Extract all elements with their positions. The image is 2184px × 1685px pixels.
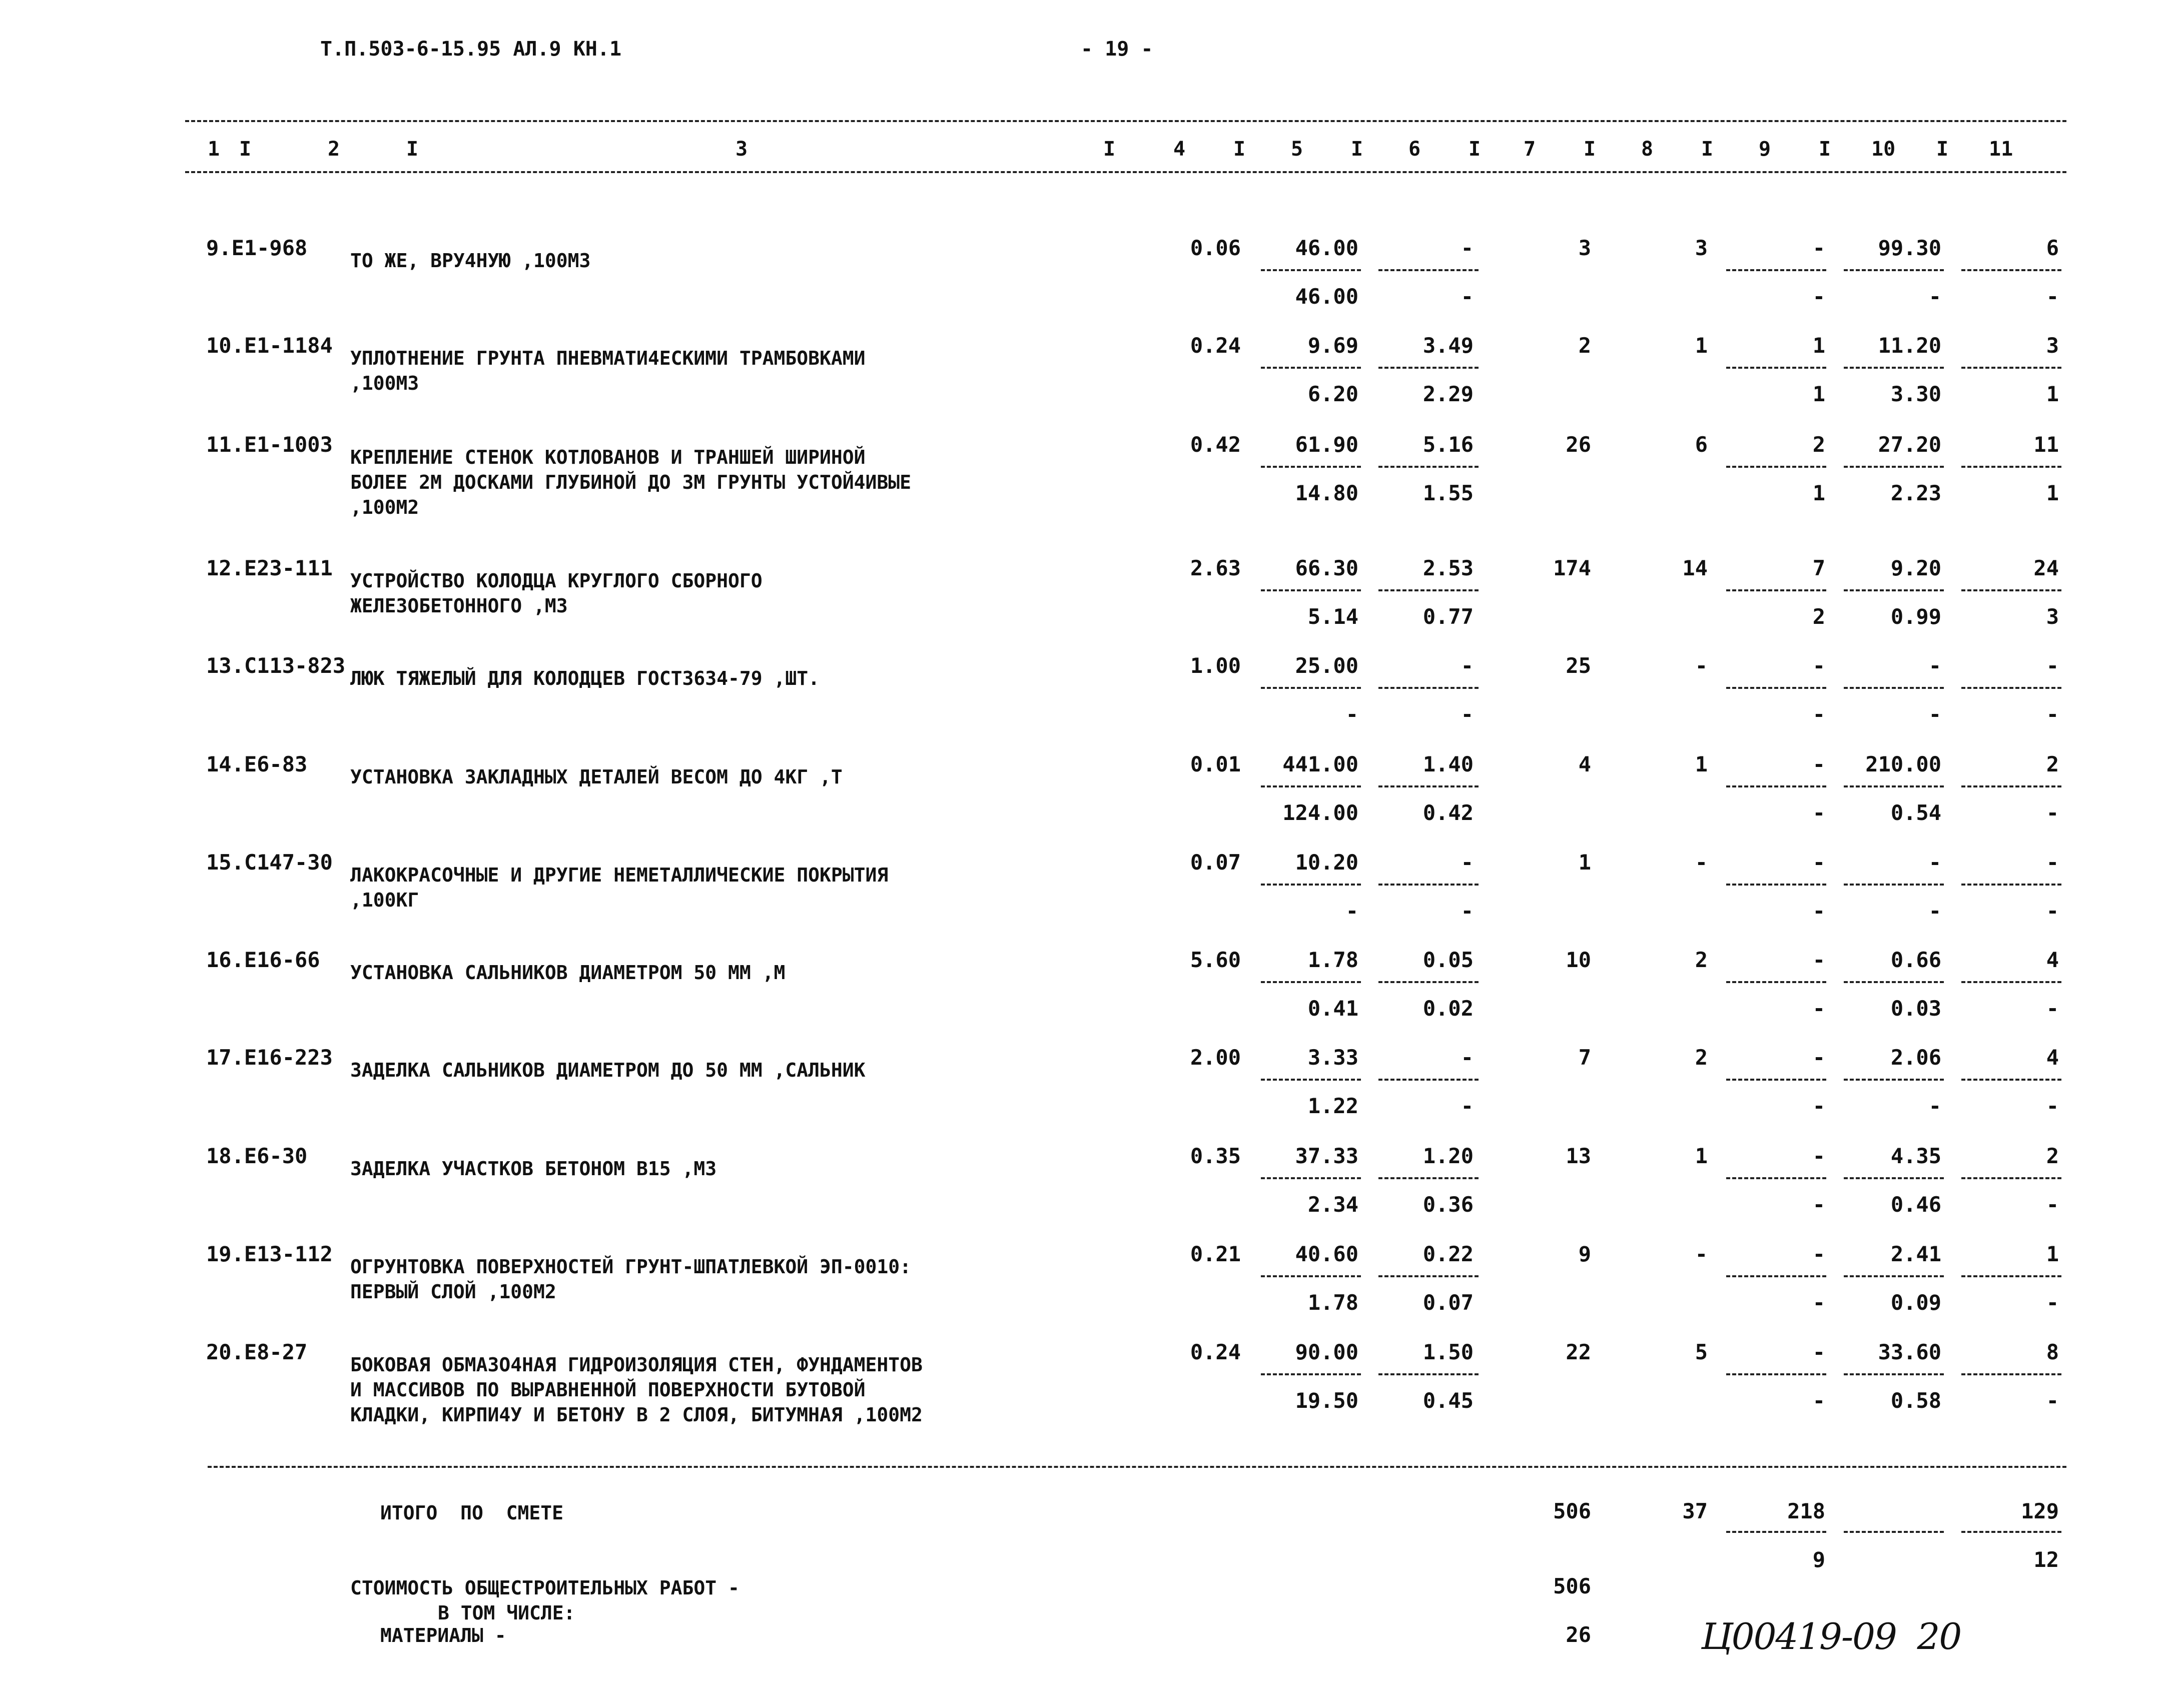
fraction-line [1726, 589, 1826, 591]
row-c6-lower: - [1461, 899, 1474, 923]
row-c11: 4 [2046, 1045, 2059, 1070]
totals-c7: 506 [1553, 1499, 1591, 1523]
row-c11-lower: - [2046, 702, 2059, 726]
row-description: ,100М3 [350, 372, 419, 394]
row-c5-lower: - [1345, 899, 1358, 923]
row-description: И МАССИВОВ ПО ВЫРАВНЕННОЙ ПОВЕРХНОСТИ БУТОВОЙ [350, 1379, 866, 1401]
row-description: ПЕРВЫЙ СЛОЙ ,100М2 [350, 1281, 556, 1303]
row-c9-lower: - [1812, 1094, 1825, 1118]
row-c8: - [1695, 1242, 1708, 1266]
fraction-line [1261, 1275, 1361, 1277]
fraction-line [1261, 785, 1361, 787]
row-c11-lower: 1 [2046, 382, 2059, 406]
row-c4: 0.24 [1190, 1340, 1241, 1364]
row-code: 17.Е16-223 [206, 1045, 333, 1070]
fraction-line [1961, 1177, 2061, 1179]
row-c5: 3.33 [1307, 1045, 1358, 1070]
row-c10: - [1928, 653, 1941, 678]
row-c4: 0.35 [1190, 1144, 1241, 1168]
row-code: 20.Е8-27 [206, 1340, 308, 1364]
row-c8: 2 [1695, 1045, 1708, 1070]
row-code: 10.Е1-1184 [206, 333, 333, 358]
row-c11: 1 [2046, 1242, 2059, 1266]
row-c4: 2.63 [1190, 556, 1241, 580]
fraction-line [1261, 687, 1361, 689]
row-c8: - [1695, 850, 1708, 875]
row-c9: - [1812, 948, 1825, 972]
row-c7: 2 [1578, 333, 1591, 358]
fraction-line [1961, 269, 2061, 271]
column-header-9: 9 [1759, 138, 1771, 161]
row-c10: 210.00 [1865, 752, 1941, 776]
row-c8: 6 [1695, 432, 1708, 457]
row-c9: 7 [1812, 556, 1825, 580]
totals-c11-lower: 12 [2033, 1547, 2059, 1572]
row-code: 12.Е23-111 [206, 556, 333, 580]
fraction-line [1961, 1079, 2061, 1081]
row-c9: - [1812, 653, 1825, 678]
row-c7: 26 [1566, 432, 1591, 457]
fraction-line [1961, 981, 2061, 983]
row-c8: 2 [1695, 948, 1708, 972]
column-separator: I [406, 138, 419, 161]
row-c6: - [1461, 850, 1474, 875]
row-description: УСТАНОВКА ЗАКЛАДНЫХ ДЕТАЛЕЙ ВЕСОМ ДО 4КГ ,Т [350, 766, 843, 788]
totals-fraction-line [1726, 1531, 1826, 1533]
fraction-line [1844, 1275, 1944, 1277]
row-description: ЛЮК ТЯЖЕЛЫЙ ДЛЯ КОЛОДЦЕВ ГОСТ3634-79 ,ШТ. [350, 667, 820, 689]
fraction-line [1726, 1275, 1826, 1277]
fraction-line [1726, 1079, 1826, 1081]
row-c7: 3 [1578, 236, 1591, 260]
fraction-line [1378, 785, 1479, 787]
column-separator: I [1103, 138, 1116, 161]
row-c10: 2.41 [1890, 1242, 1941, 1266]
fraction-line [1844, 367, 1944, 369]
row-c5-lower: 1.22 [1307, 1094, 1358, 1118]
row-c8: - [1695, 653, 1708, 678]
column-header-3: 3 [736, 138, 748, 161]
row-code: 15.С147-30 [206, 850, 333, 875]
materials-label: МАТЕРИАЛЫ - [380, 1624, 506, 1646]
row-c5: 25.00 [1295, 653, 1358, 678]
row-c10: 99.30 [1878, 236, 1941, 260]
row-c5: 1.78 [1307, 948, 1358, 972]
row-c9-lower: - [1812, 1192, 1825, 1217]
totals-rule [208, 1466, 2066, 1468]
row-c9: - [1812, 1242, 1825, 1266]
column-header-1: 1 [208, 138, 220, 161]
row-c10: 0.66 [1890, 948, 1941, 972]
row-code: 14.Е6-83 [206, 752, 308, 776]
column-separator: I [1701, 138, 1714, 161]
row-c5: 9.69 [1307, 333, 1358, 358]
fraction-line [1844, 981, 1944, 983]
column-separator: I [1351, 138, 1363, 161]
fraction-line [1961, 687, 2061, 689]
row-c6-lower: - [1461, 1094, 1474, 1118]
row-c6-lower: 0.77 [1422, 604, 1474, 629]
row-c5-lower: - [1345, 702, 1358, 726]
fraction-line [1961, 1373, 2061, 1375]
totals-fraction-line [1844, 1531, 1944, 1533]
row-c11: 3 [2046, 333, 2059, 358]
including-label: В ТОМ ЧИСЛЕ: [438, 1602, 575, 1624]
row-c5: 40.60 [1295, 1242, 1358, 1266]
fraction-line [1378, 1177, 1479, 1179]
row-c8: 1 [1695, 333, 1708, 358]
handwritten-stamp: Ц00419-09 20 [1701, 1615, 1961, 1657]
row-description: БОЛЕЕ 2М ДОСКАМИ ГЛУБИНОЙ ДО 3М ГРУНТЫ УСТОЙ4ИВЫЕ [350, 471, 912, 493]
row-c6-lower: 0.42 [1422, 800, 1474, 825]
row-c11-lower: 3 [2046, 604, 2059, 629]
column-separator: I [239, 138, 252, 161]
row-c7: 7 [1578, 1045, 1591, 1070]
fraction-line [1961, 589, 2061, 591]
row-c7: 4 [1578, 752, 1591, 776]
fraction-line [1378, 1373, 1479, 1375]
row-c10-lower: - [1928, 899, 1941, 923]
row-c6: - [1461, 1045, 1474, 1070]
row-c10-lower: 0.99 [1890, 604, 1941, 629]
row-c11-lower: - [2046, 996, 2059, 1021]
row-c11: 2 [2046, 752, 2059, 776]
fraction-line [1961, 367, 2061, 369]
totals-label: ИТОГО ПО СМЕТЕ [380, 1502, 564, 1524]
row-c10-lower: - [1928, 1094, 1941, 1118]
fraction-line [1726, 884, 1826, 886]
row-c4: 0.24 [1190, 333, 1241, 358]
fraction-line [1844, 269, 1944, 271]
column-separator: I [1584, 138, 1596, 161]
row-c11-lower: - [2046, 284, 2059, 309]
fraction-line [1726, 269, 1826, 271]
row-c7: 1 [1578, 850, 1591, 875]
row-c10: 11.20 [1878, 333, 1941, 358]
row-c4: 0.07 [1190, 850, 1241, 875]
row-c6-lower: - [1461, 284, 1474, 309]
row-c10-lower: 2.23 [1890, 481, 1941, 505]
row-c5: 37.33 [1295, 1144, 1358, 1168]
header-rule-bottom [185, 171, 2066, 173]
row-c5: 61.90 [1295, 432, 1358, 457]
row-c4: 0.21 [1190, 1242, 1241, 1266]
row-description: ,100М2 [350, 496, 419, 518]
materials-value: 26 [1566, 1622, 1591, 1647]
row-code: 11.Е1-1003 [206, 432, 333, 457]
row-c6: 3.49 [1422, 333, 1474, 358]
row-c5-lower: 2.34 [1307, 1192, 1358, 1217]
row-c11-lower: - [2046, 1094, 2059, 1118]
fraction-line [1261, 589, 1361, 591]
row-c10: 9.20 [1890, 556, 1941, 580]
fraction-line [1261, 884, 1361, 886]
row-c4: 0.42 [1190, 432, 1241, 457]
document-code: Т.П.503-6-15.95 АЛ.9 КН.1 [320, 38, 622, 61]
row-c9: - [1812, 850, 1825, 875]
row-description: ЖЕЛЕЗОБЕТОННОГО ,М3 [350, 595, 568, 617]
row-c9: - [1812, 1340, 1825, 1364]
fraction-line [1726, 367, 1826, 369]
row-code: 19.Е13-112 [206, 1242, 333, 1266]
row-c4: 0.01 [1190, 752, 1241, 776]
row-c5-lower: 6.20 [1307, 382, 1358, 406]
row-c5-lower: 124.00 [1282, 800, 1358, 825]
row-code: 13.С113-823 [206, 653, 346, 678]
fraction-line [1726, 687, 1826, 689]
row-description: ЛАКОКРАСОЧНЫЕ И ДРУГИЕ НЕМЕТАЛЛИЧЕСКИЕ ПОКРЫТИЯ [350, 864, 889, 886]
row-c10-lower: 0.03 [1890, 996, 1941, 1021]
row-description: УСТАНОВКА САЛЬНИКОВ ДИАМЕТРОМ 50 ММ ,М [350, 962, 786, 984]
row-c11-lower: - [2046, 800, 2059, 825]
fraction-line [1378, 1079, 1479, 1081]
row-c11-lower: - [2046, 1388, 2059, 1413]
row-c6-lower: 0.07 [1422, 1290, 1474, 1315]
row-c4: 1.00 [1190, 653, 1241, 678]
row-c9: - [1812, 236, 1825, 260]
row-c5-lower: 46.00 [1295, 284, 1358, 309]
fraction-line [1726, 785, 1826, 787]
fraction-line [1261, 981, 1361, 983]
row-c6-lower: 2.29 [1422, 382, 1474, 406]
row-c8: 3 [1695, 236, 1708, 260]
row-c5: 66.30 [1295, 556, 1358, 580]
fraction-line [1261, 269, 1361, 271]
row-code: 9.Е1-968 [206, 236, 308, 260]
fraction-line [1261, 1177, 1361, 1179]
row-c9-lower: 1 [1812, 481, 1825, 505]
row-c11: 2 [2046, 1144, 2059, 1168]
fraction-line [1261, 1373, 1361, 1375]
fraction-line [1844, 1177, 1944, 1179]
row-code: 18.Е6-30 [206, 1144, 308, 1168]
row-c7: 13 [1566, 1144, 1591, 1168]
row-description: ТО ЖЕ, ВРУ4НУЮ ,100М3 [350, 250, 591, 272]
fraction-line [1378, 884, 1479, 886]
row-c6: - [1461, 653, 1474, 678]
fraction-line [1378, 269, 1479, 271]
fraction-line [1844, 466, 1944, 468]
fraction-line [1726, 466, 1826, 468]
fraction-line [1261, 367, 1361, 369]
row-c6: 0.05 [1422, 948, 1474, 972]
fraction-line [1378, 981, 1479, 983]
row-c10: 33.60 [1878, 1340, 1941, 1364]
row-c5-lower: 5.14 [1307, 604, 1358, 629]
row-c10: 4.35 [1890, 1144, 1941, 1168]
row-c7: 174 [1553, 556, 1591, 580]
row-c6-lower: 0.45 [1422, 1388, 1474, 1413]
row-c10-lower: 0.58 [1890, 1388, 1941, 1413]
row-c6-lower: 0.02 [1422, 996, 1474, 1021]
row-c9-lower: - [1812, 284, 1825, 309]
fraction-line [1961, 785, 2061, 787]
fraction-line [1726, 981, 1826, 983]
row-c11: 24 [2033, 556, 2059, 580]
fraction-line [1726, 1373, 1826, 1375]
row-c6: 1.40 [1422, 752, 1474, 776]
row-c6-lower: - [1461, 702, 1474, 726]
fraction-line [1378, 1275, 1479, 1277]
row-c9-lower: 1 [1812, 382, 1825, 406]
page-number: - 19 - [1081, 38, 1153, 61]
row-c11-lower: 1 [2046, 481, 2059, 505]
row-c4: 0.06 [1190, 236, 1241, 260]
row-c9-lower: - [1812, 996, 1825, 1021]
row-c6: 2.53 [1422, 556, 1474, 580]
row-c11: 8 [2046, 1340, 2059, 1364]
row-c11: 11 [2033, 432, 2059, 457]
row-c6: 5.16 [1422, 432, 1474, 457]
column-header-2: 2 [328, 138, 340, 161]
row-c9: - [1812, 1144, 1825, 1168]
fraction-line [1261, 1079, 1361, 1081]
row-c5: 46.00 [1295, 236, 1358, 260]
totals-fraction-line [1961, 1531, 2061, 1533]
cost-value: 506 [1553, 1574, 1591, 1598]
row-c5: 90.00 [1295, 1340, 1358, 1364]
row-c9-lower: - [1812, 800, 1825, 825]
fraction-line [1726, 1177, 1826, 1179]
row-c10-lower: - [1928, 702, 1941, 726]
row-c6: 0.22 [1422, 1242, 1474, 1266]
row-c11: - [2046, 653, 2059, 678]
row-c9-lower: - [1812, 1388, 1825, 1413]
row-c11: - [2046, 850, 2059, 875]
fraction-line [1844, 785, 1944, 787]
row-c6: 1.20 [1422, 1144, 1474, 1168]
row-c6-lower: 1.55 [1422, 481, 1474, 505]
fraction-line [1961, 1275, 2061, 1277]
row-c5-lower: 19.50 [1295, 1388, 1358, 1413]
row-c9: - [1812, 1045, 1825, 1070]
header-rule-top [185, 120, 2066, 122]
row-c4: 5.60 [1190, 948, 1241, 972]
row-description: КРЕПЛЕНИЕ СТЕНОК КОТЛОВАНОВ И ТРАНШЕЙ ШИРИНОЙ [350, 446, 866, 468]
column-header-11: 11 [1989, 138, 2013, 161]
row-c10: 2.06 [1890, 1045, 1941, 1070]
row-c7: 9 [1578, 1242, 1591, 1266]
row-c10: - [1928, 850, 1941, 875]
totals-c9-lower: 9 [1812, 1547, 1825, 1572]
row-c9-lower: - [1812, 899, 1825, 923]
fraction-line [1378, 367, 1479, 369]
row-c10-lower: 0.09 [1890, 1290, 1941, 1315]
totals-c8: 37 [1682, 1499, 1708, 1523]
fraction-line [1844, 1373, 1944, 1375]
fraction-line [1844, 1079, 1944, 1081]
column-separator: I [1233, 138, 1246, 161]
row-c7: 10 [1566, 948, 1591, 972]
column-header-10: 10 [1871, 138, 1896, 161]
column-header-6: 6 [1408, 138, 1421, 161]
row-c8: 1 [1695, 752, 1708, 776]
fraction-line [1844, 589, 1944, 591]
fraction-line [1378, 589, 1479, 591]
row-c5: 441.00 [1282, 752, 1358, 776]
fraction-line [1961, 884, 2061, 886]
fraction-line [1378, 466, 1479, 468]
column-separator: I [1469, 138, 1481, 161]
row-c8: 14 [1682, 556, 1708, 580]
row-c10: 27.20 [1878, 432, 1941, 457]
row-c11: 6 [2046, 236, 2059, 260]
column-separator: I [1819, 138, 1831, 161]
row-c5-lower: 0.41 [1307, 996, 1358, 1021]
row-c10-lower: 0.46 [1890, 1192, 1941, 1217]
row-c9-lower: - [1812, 1290, 1825, 1315]
row-c11: 4 [2046, 948, 2059, 972]
row-c10-lower: 3.30 [1890, 382, 1941, 406]
row-c8: 5 [1695, 1340, 1708, 1364]
column-header-5: 5 [1291, 138, 1303, 161]
totals-c9: 218 [1787, 1499, 1825, 1523]
row-c9-lower: - [1812, 702, 1825, 726]
row-c9-lower: 2 [1812, 604, 1825, 629]
row-description: ОГРУНТОВКА ПОВЕРХНОСТЕЙ ГРУНТ-ШПАТЛЕВКОЙ ЭП-0010: [350, 1256, 912, 1278]
column-header-8: 8 [1641, 138, 1654, 161]
fraction-line [1844, 687, 1944, 689]
row-c11-lower: - [2046, 1192, 2059, 1217]
row-c9: - [1812, 752, 1825, 776]
totals-c11: 129 [2021, 1499, 2059, 1523]
cost-label: СТОИМОСТЬ ОБЩЕСТРОИТЕЛЬНЫХ РАБОТ - [350, 1577, 740, 1599]
row-description: ЗАДЕЛКА УЧАСТКОВ БЕТОНОМ В15 ,М3 [350, 1158, 717, 1180]
row-c7: 25 [1566, 653, 1591, 678]
row-description: БОКОВАЯ ОБМАЗО4НАЯ ГИДРОИЗОЛЯЦИЯ СТЕН, ФУНДАМЕНТОВ [350, 1354, 923, 1376]
row-c6: - [1461, 236, 1474, 260]
fraction-line [1261, 466, 1361, 468]
row-description: УСТРОЙСТВО КОЛОДЦА КРУГЛОГО СБОРНОГО [350, 570, 763, 592]
row-c5-lower: 14.80 [1295, 481, 1358, 505]
row-c6: 1.50 [1422, 1340, 1474, 1364]
row-c8: 1 [1695, 1144, 1708, 1168]
row-c11-lower: - [2046, 1290, 2059, 1315]
row-c9: 2 [1812, 432, 1825, 457]
fraction-line [1378, 687, 1479, 689]
row-c10-lower: - [1928, 284, 1941, 309]
row-c5: 10.20 [1295, 850, 1358, 875]
row-c10-lower: 0.54 [1890, 800, 1941, 825]
row-description: КЛАДКИ, КИРПИ4У И БЕТОНУ В 2 СЛОЯ, БИТУМНАЯ ,100М2 [350, 1404, 923, 1426]
row-description: ЗАДЕЛКА САЛЬНИКОВ ДИАМЕТРОМ ДО 50 ММ ,САЛЬНИК [350, 1059, 866, 1081]
row-c11-lower: - [2046, 899, 2059, 923]
fraction-line [1961, 466, 2061, 468]
row-c6-lower: 0.36 [1422, 1192, 1474, 1217]
row-description: УПЛОТНЕНИЕ ГРУНТА ПНЕВМАТИ4ЕСКИМИ ТРАМБОВКАМИ [350, 347, 866, 369]
row-c9: 1 [1812, 333, 1825, 358]
fraction-line [1844, 884, 1944, 886]
column-header-7: 7 [1524, 138, 1536, 161]
row-c5-lower: 1.78 [1307, 1290, 1358, 1315]
row-code: 16.Е16-66 [206, 948, 320, 972]
row-c7: 22 [1566, 1340, 1591, 1364]
row-c4: 2.00 [1190, 1045, 1241, 1070]
column-header-4: 4 [1173, 138, 1186, 161]
column-separator: I [1936, 138, 1949, 161]
row-description: ,100КГ [350, 889, 419, 911]
